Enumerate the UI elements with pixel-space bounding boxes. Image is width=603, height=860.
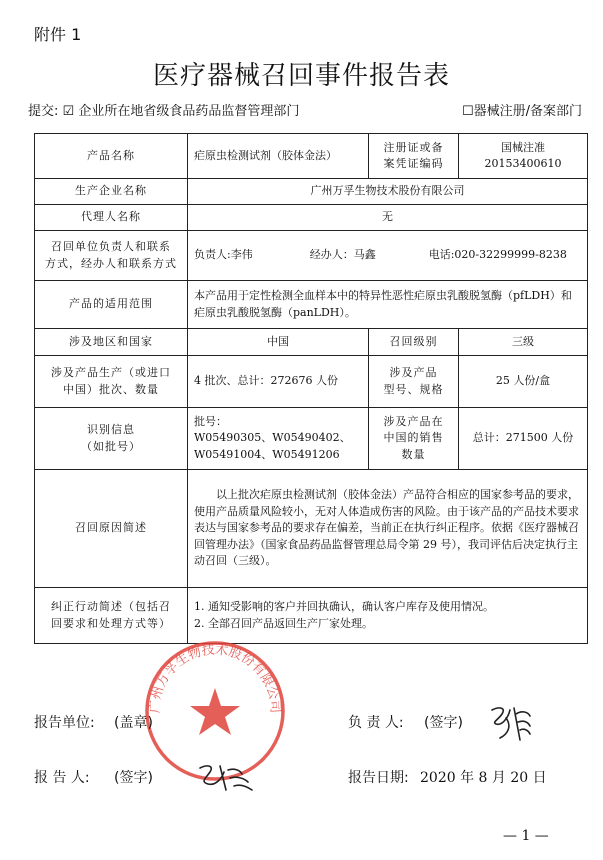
table-row <box>35 134 588 179</box>
reg-no-value: 国械注准 20153400610 <box>459 134 588 179</box>
registry-line <box>462 100 582 119</box>
reporter-sign-note: (签字) <box>114 770 153 786</box>
table-row <box>35 329 588 356</box>
submit-label: 提交: <box>28 104 59 119</box>
responsible-sign-note: (签字) <box>424 715 463 731</box>
reporter-label: 报 告 人: <box>34 770 90 786</box>
reg-no-label: 注册证或备 案凭证编码 <box>369 134 459 179</box>
batches-label: 涉及产品生产（或进口 中国）批次、数量 <box>35 356 188 408</box>
sales-label: 涉及产品在 中国的销售 数量 <box>369 408 459 470</box>
table-row <box>35 408 588 470</box>
id-label: 识别信息 （如批号） <box>35 408 188 470</box>
manufacturer-label: 生产企业名称 <box>35 179 188 205</box>
region-label: 涉及地区和国家 <box>35 329 188 356</box>
registry-target: 器械注册/备案部门 <box>473 104 583 119</box>
report-date-label: 报告日期: <box>348 770 409 786</box>
page-number: — 1 — <box>503 828 549 844</box>
agent-value: 无 <box>188 205 588 231</box>
responsible-label: 负 责 人: <box>348 715 404 731</box>
table-row <box>35 205 588 231</box>
report-unit-seal-note: (盖章) <box>114 715 153 731</box>
submit-target: 企业所在地省级食品药品监督管理部门 <box>78 104 300 119</box>
report-date-value: 2020 年 8 月 20 日 <box>420 770 547 786</box>
agent-label: 代理人名称 <box>35 205 188 231</box>
product-name-label: 产品名称 <box>35 134 188 179</box>
attachment-label: 附件 1 <box>34 25 82 44</box>
product-name-value: 疟原虫检测试剂（胶体金法） <box>188 134 369 179</box>
id-lots-value: 批号： W05490305、W05490402、 W05491004、W05491206 <box>188 408 369 470</box>
model-label: 涉及产品 型号、规格 <box>369 356 459 408</box>
table-row <box>35 356 588 408</box>
contact-responsible: 负责人:李伟 <box>194 248 253 262</box>
report-unit-label: 报告单位: <box>34 715 95 731</box>
seal-text: 广州万孚生物技术股份有限公司 <box>147 642 283 714</box>
seal-star-icon <box>190 688 240 735</box>
action-label: 纠正行动简述（包括召 回要求和处理方式等） <box>35 588 188 644</box>
action-item-1: 1. 通知受影响的客户并回执确认，确认客户库存及使用情况。 <box>194 600 494 613</box>
recall-level-label: 召回级别 <box>369 329 459 356</box>
submit-checkbox[interactable]: ☑ <box>62 104 75 119</box>
batches-value: 4 批次、总计：272676 人份 <box>188 356 369 408</box>
recall-level-value: 三级 <box>459 329 588 356</box>
recall-report-table <box>34 133 588 644</box>
contact-value <box>188 231 588 281</box>
table-row <box>35 179 588 205</box>
reporter-signature <box>196 760 256 794</box>
submit-line <box>28 100 299 119</box>
reason-label: 召回原因简述 <box>35 470 188 588</box>
reason-value: 以上批次疟原虫检测试剂（胶体金法）产品符合相应的国家参考品的要求，使用产品质量风险较小，无对人体造成伤害的风险。由于该产品的产品技术要求表达与国家参考品的要求存在偏差，当前正在执行纠正程序。依据《医疗器械召回管理办法》（国家食品药品监督管理总局令第 29 号），我司评估后决定执行主动召回（三级）。 <box>188 470 588 588</box>
table-row <box>35 588 588 644</box>
scope-value: 本产品用于定性检测全血样本中的特异性恶性疟原虫乳酸脱氢酶（pfLDH）和疟原虫乳酸脱氢酶（panLDH）。 <box>188 281 588 329</box>
region-value: 中国 <box>188 329 369 356</box>
manufacturer-value: 广州万孚生物技术股份有限公司 <box>188 179 588 205</box>
contact-phone: 电话:020-32299999-8238 <box>428 248 567 262</box>
registry-checkbox[interactable]: ☐ <box>462 104 474 119</box>
responsible-signature <box>486 700 534 744</box>
contact-handler: 经办人：马鑫 <box>309 248 376 262</box>
page-title: 医疗器械召回事件报告表 <box>152 61 450 91</box>
model-value: 25 人份/盒 <box>459 356 588 408</box>
table-row <box>35 281 588 329</box>
sales-value: 总计：271500 人份 <box>459 408 588 470</box>
contact-label: 召回单位负责人和联系 方式，经办人和联系方式 <box>35 231 188 281</box>
action-item-2: 2. 全部召回产品返回生产厂家处理。 <box>194 616 373 630</box>
scope-label: 产品的适用范围 <box>35 281 188 329</box>
table-row <box>35 470 588 588</box>
table-row <box>35 231 588 281</box>
